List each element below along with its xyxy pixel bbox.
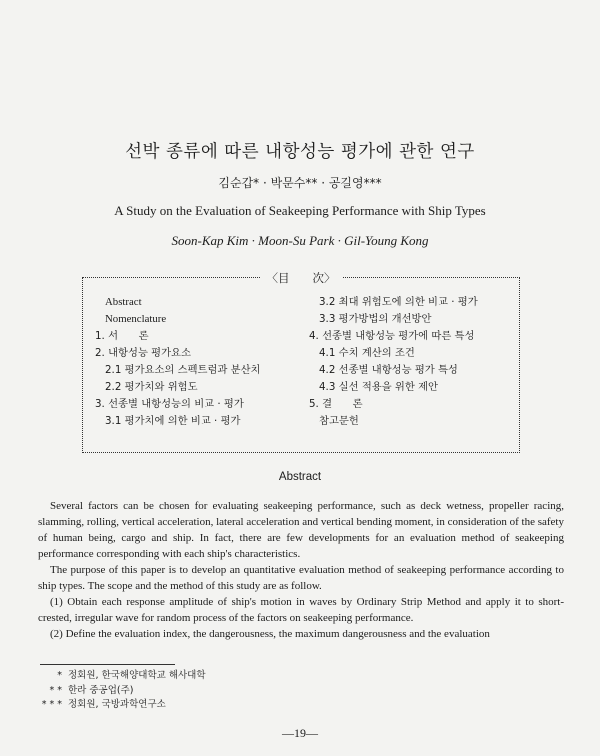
footnote-mark: * *: [49, 684, 62, 696]
toc-item: Abstract: [105, 296, 142, 308]
toc-item: 참고문헌: [319, 415, 359, 427]
table-of-contents: [82, 271, 520, 453]
footnote: [0, 698, 206, 713]
toc-heading: 〈目 次〉: [261, 271, 342, 285]
toc-item: 3. 선종별 내항성능의 비교 · 평가: [95, 398, 244, 410]
footnote-text: 정회원, 한국해양대학교 해사대학: [68, 670, 206, 681]
toc-right-column: [309, 294, 478, 430]
abstract-paragraph: (2) Define the evaluation index, the dangerousness, the maximum dangerousness and the evaluation: [50, 628, 490, 640]
toc-item: 5. 결 론: [309, 398, 363, 410]
toc-item: 4. 선종별 내항성능 평가에 따른 특성: [309, 330, 475, 342]
toc-item: 2.1 평가요소의 스펙트럼과 분산치: [105, 364, 261, 376]
paper-title-korean: 선박 종류에 따른 내항성능 평가에 관한 연구: [125, 142, 475, 162]
abstract-paragraph: Several factors can be chosen for evaluating seakeeping performance, such as deck wetness, propeller racing, slamming, rolling, vertical acceleration, lateral acceleration and vertical bending moment, in consideration of the safety of human being, cargo and ship. In fact, there are few developments for an evaluation method of seakeeping performance corresponding with each ship's characteristics.: [38, 500, 564, 560]
footnote-mark: * * *: [41, 699, 62, 710]
toc-item: Nomenclature: [105, 313, 167, 325]
toc-item: 2. 내항성능 평가요소: [95, 347, 191, 359]
authors-english: Soon-Kap Kim · Moon-Su Park · Gil-Young Kong: [171, 233, 429, 248]
footnote: [0, 684, 206, 699]
footnote-text: 한라 중공업(주): [68, 684, 134, 696]
abstract-paragraph: (1) Obtain each response amplitude of ship's motion in waves by Ordinary Strip Method and apply it to short-crested, irregular wave for random process of the factors on seakeeping performance.: [38, 596, 564, 624]
footnotes: [0, 669, 206, 713]
toc-left-column: [95, 294, 261, 430]
abstract-paragraph: The purpose of this paper is to develop an quantitative evaluation method of seakeeping performance according to ship types. The scope and the method of this study are as follow.: [38, 564, 564, 592]
toc-item: 3.1 평가치에 의한 비교 · 평가: [105, 415, 241, 427]
footnote: [0, 669, 206, 684]
paper-title-english: A Study on the Evaluation of Seakeeping Performance with Ship Types: [114, 203, 486, 218]
toc-item: 1. 서 론: [95, 330, 149, 342]
footnote-mark: *: [57, 670, 62, 681]
page-number: —19—: [282, 726, 318, 740]
toc-item: 4.2 선종별 내항성능 평가 특성: [319, 364, 458, 376]
authors-korean: 김순갑* · 박문수** · 공길영***: [218, 176, 382, 190]
toc-item: 3.2 최대 위험도에 의한 비교 · 평가: [319, 296, 478, 308]
footnote-divider: [40, 664, 175, 665]
toc-item: 2.2 평가치와 위험도: [105, 381, 198, 393]
abstract-heading: Abstract: [278, 471, 322, 483]
footnote-text: 정회원, 국방과학연구소: [68, 699, 166, 710]
toc-item: 3.3 평가방법의 개선방안: [319, 313, 432, 325]
toc-item: 4.3 실선 적용을 위한 제안: [319, 381, 438, 393]
toc-item: 4.1 수치 계산의 조건: [319, 347, 415, 359]
abstract-body: [38, 498, 564, 642]
